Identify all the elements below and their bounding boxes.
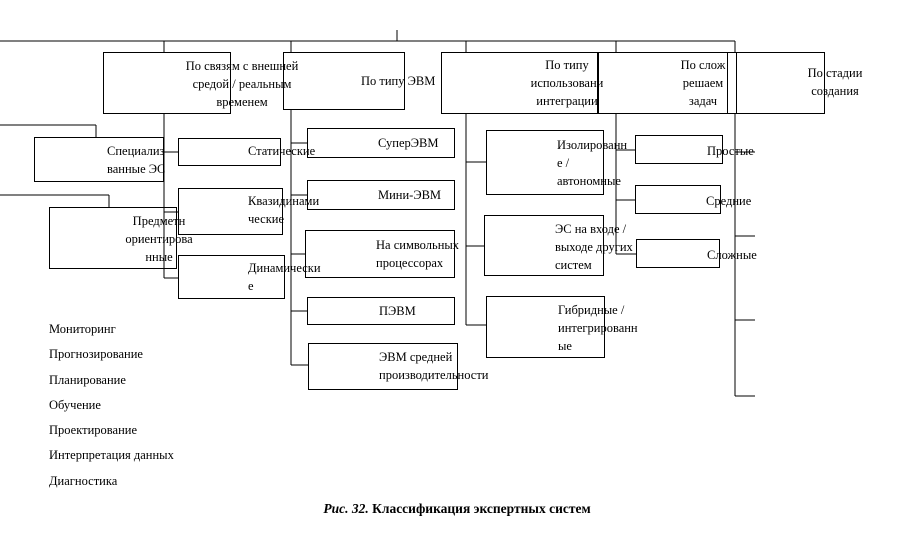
category-label-stage: По стадии создания	[807, 66, 863, 98]
integration-item-isolated: Изолированн е / автономные	[557, 138, 628, 188]
complexity-item-complex: Сложные	[707, 248, 757, 262]
relation-item-dynamic: Динамически е	[248, 261, 321, 293]
relation-item-static: Статические	[248, 144, 316, 158]
category-label-computer-type: По типу ЭВМ	[361, 74, 436, 88]
task-list	[49, 317, 174, 494]
complexity-item-medium: Средние	[706, 194, 752, 208]
integration-item-hybrid: Гибридные / интегрированн ые	[558, 303, 638, 353]
complexity-item-simple: Простые	[707, 144, 754, 158]
task-list-item: Планирование	[49, 372, 126, 387]
task-list-item: Мониторинг	[49, 322, 116, 336]
task-list-item: Интерпретация данных	[49, 448, 174, 463]
relation-item-quasidynamic: Квазидинами ческие	[248, 194, 320, 226]
subject-oriented-label: Предметн ориентирова нные	[125, 214, 193, 264]
task-list-item: Проектирование	[49, 423, 138, 438]
category-label-complexity: По слож решаем задач	[680, 58, 726, 108]
computer-item-medium: ЭВМ средней производительности	[379, 350, 489, 382]
category-label-relation: По связям с внешней средой / реальным временем	[185, 59, 299, 109]
task-list-item: Обучение	[49, 397, 101, 412]
specialized-label: Специализ ванные ЭС	[107, 144, 166, 176]
computer-item-symbolic: На символьных процессорах	[376, 238, 460, 270]
computer-item-mini: Мини-ЭВМ	[378, 188, 442, 202]
task-list-item: Диагностика	[49, 473, 118, 488]
figure-number: Рис. 32.	[323, 501, 369, 516]
figure-title: Классификация экспертных систем	[372, 501, 591, 516]
task-list-item: Прогнозирование	[49, 347, 143, 362]
category-label-integration: По типу использовани интеграции	[530, 58, 604, 108]
figure-caption	[0, 501, 914, 517]
integration-item-io: ЭС на входе / выходе других систем	[555, 222, 633, 272]
computer-item-pc: ПЭВМ	[379, 304, 416, 318]
computer-item-super: СуперЭВМ	[378, 136, 439, 150]
